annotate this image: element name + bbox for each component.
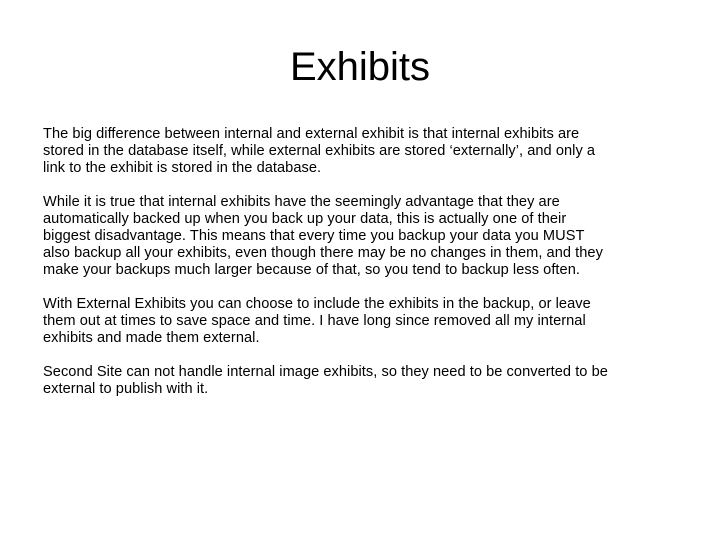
text-line: also backup all your exhibits, even though there may be no changes in them, and they: [43, 245, 603, 261]
text-line: The big difference between internal and external exhibit is that internal exhibits are: [43, 126, 580, 142]
text-line: automatically backed up when you back up your data, this is actually one of their: [43, 211, 567, 227]
text-line: exhibits and made them external.: [43, 330, 260, 346]
text-line: them out at times to save space and time. I have long since removed all my internal: [43, 313, 586, 329]
paragraph-external-exhibits: [43, 296, 683, 347]
paragraph-second-site: [43, 364, 683, 398]
text-line: stored in the database itself, while external exhibits are stored ‘externally’, and only a: [43, 143, 596, 159]
paragraph-backup-disadvantage: [43, 194, 683, 279]
slide-body: [43, 126, 683, 415]
text-line: external to publish with it.: [43, 381, 209, 397]
text-line: biggest disadvantage. This means that every time you backup your data you MUST: [43, 228, 585, 244]
text-line: make your backups much larger because of that, so you tend to backup less often.: [43, 262, 580, 278]
text-line: Second Site can not handle internal image exhibits, so they need to be converted to be: [43, 364, 608, 380]
paragraph-internal-vs-external: [43, 126, 683, 177]
text-line: While it is true that internal exhibits have the seemingly advantage that they are: [43, 194, 560, 210]
text-line: link to the exhibit is stored in the database.: [43, 160, 322, 176]
slide-title: Exhibits: [289, 45, 431, 89]
text-line: With External Exhibits you can choose to include the exhibits in the backup, or leave: [43, 296, 591, 312]
